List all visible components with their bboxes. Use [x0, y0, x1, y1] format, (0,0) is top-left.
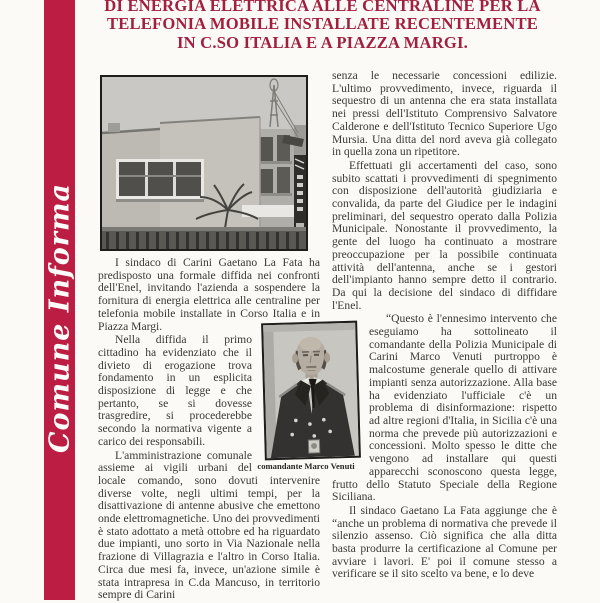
sidebar-accent-bar [44, 0, 75, 600]
commander-photo-illustration [263, 323, 359, 459]
paragraph-text: Effettuati gli accertamenti del caso, sono subito scattati i provvedimenti di spegnimento con disposizione dell'autorità giudiziaria e convalida, da parte del Giudice per le indagini preliminari, del sequestro operato dalla Polizia Municipale. Nonostante il provvedimento, la gente del luogo ha continuato a mostrare preoccupazione per la possibile continuata attività dell'antenna, anche se i gestori dell'impianto hanno sempre detto il contrario. Da qui la decisione del sindaco di diffidare l'Enel. [332, 158, 557, 312]
paragraph-text: I sindaco di Carini Gaetano La Fata ha predisposto una formale diffida nei confronti dell'Enel, invitando l'azienda a sospendere la fornitura di energia elettrica alle centraline per telefonia mobile installate in Corso Italia e in Piazza Margi. [98, 256, 320, 333]
headline-line-2: TELEFONIA MOBILE INSTALLATE RECENTEMENTE [106, 14, 539, 34]
sidebar-label: Comune Informa [44, 182, 75, 454]
balcony-window [259, 137, 273, 161]
paragraph-text: Nella diffida il primo cittadino ha evidenziato che il divieto di erogazione trova fondamento in un esplicita disposizione di legge e che pertanto, se si dovesse trasgredire, si procederebbe secondo la normativa vigente a carico dei responsabili. [98, 333, 252, 448]
window [116, 159, 204, 202]
photo-caption: comandante Marco Venuti [257, 461, 355, 471]
headline-line-3: IN C.SO ITALIA E A PIAZZA MARGI. [176, 32, 468, 52]
paragraph [332, 505, 557, 581]
commander-photo [261, 321, 361, 461]
paragraph-text: Il sindaco Gaetano La Fata aggiunge che è “anche un problema di normativa che prevede il silenzio assenso. Ciò significa che alla ditta basta produrre la certificazione al Comune per avviare i lavori. E' poi il comune stesso a verificare se il sito scelto va bene, e lo deve [332, 503, 557, 581]
vertical-sign [294, 155, 306, 237]
building-photo-illustration [102, 77, 306, 249]
paragraph-text: “Questo è l'ennesimo intervento che eseguiamo ha sottolineato il comandante della Polizia Municipale di Carini Marco Venuti purtroppo è malcostume generale quello di attivare impianti senza autorizzazione. Alla base ha evidenziato l'ufficiale c'è un problema di disinformazione: rispetto ad altre regioni d'Italia, in Sicilia c'è una norma che prevede più autorizzazioni e concessioni. Molto spesso le ditte che vengono ad installare qui questi apparecchi sconoscono questa legge, frutto dello Statuto Speciale della Regione Siciliana. [332, 312, 557, 504]
article-right-column [332, 70, 557, 582]
fence [102, 227, 306, 249]
headline [100, 0, 545, 52]
paragraph [332, 313, 557, 504]
paragraph [332, 70, 557, 159]
chimney [108, 123, 120, 132]
paragraph-text: L'amministrazione comunale assieme ai vigili urbani del locale comando, sono dovuti intervenire diverse volte, negli ultimi tempi, per la disattivazione di antenne abusive che emettono onde elettromagnetiche. Uno dei provvedimenti è stato adottato a metà ottobre ed ha riguardato due impianti, uno sorto in Via Nazionale nella frazione di Villagrazia e l'altro in Corso Italia. Circa due mesi fa, invece, un'azione simile è stata intrapresa in C.da Mancuso, in territorio sempre di Carini [98, 448, 320, 602]
paragraph-text: senza le necessarie concessioni edilizie. L'ultimo provvedimento, invece, riguarda il sequestro di un antenna che era stata installata nei pressi dell'Istituto Comprensivo Salvatore Calderone e dell'Istituto Tecnico Superiore Ugo Mursia. Una ditta del nord aveva già collegato in quella zona un ripetitore. [332, 69, 557, 159]
paragraph [332, 160, 557, 312]
headline-line-1: DI ENERGIA ELETTRICA ALLE CENTRALINE PER LA [104, 0, 541, 15]
building-photo [100, 75, 308, 251]
